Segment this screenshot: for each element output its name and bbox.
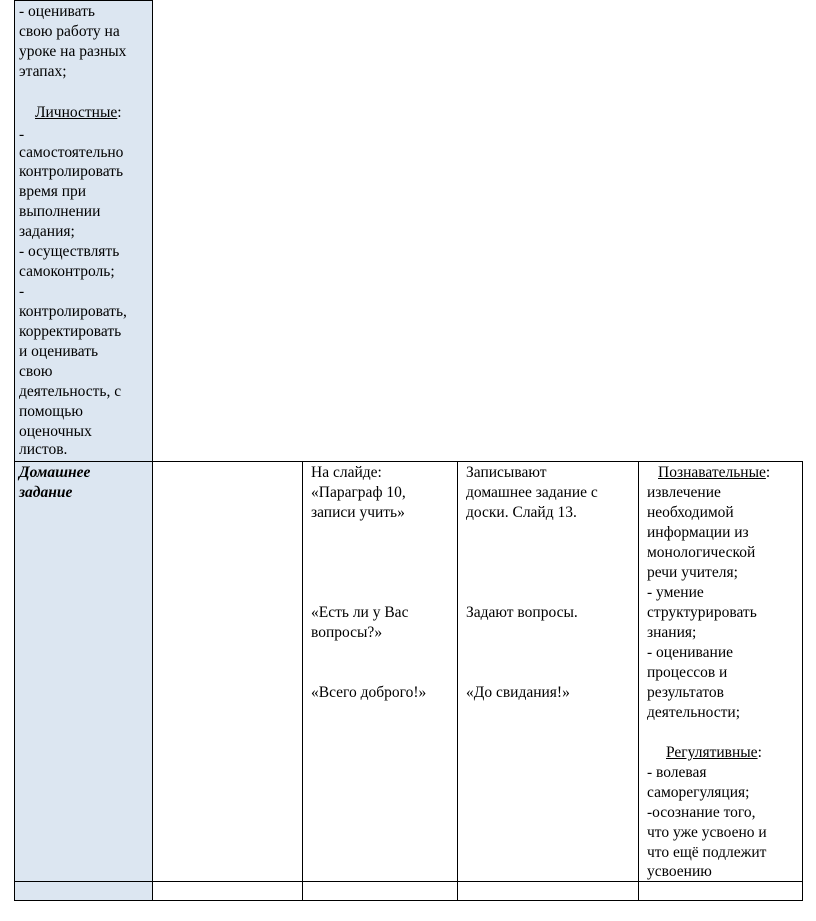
student-text-line: домашнее задание с	[466, 484, 598, 501]
col4-right-border	[638, 461, 639, 901]
cognitive-text-line: речи учителя;	[647, 564, 738, 581]
cognitive-text-line: знания;	[647, 624, 697, 641]
row1-text-line: -	[19, 283, 25, 300]
cognitive-text-line: информации из	[647, 524, 749, 541]
row3-stage-cell	[14, 881, 152, 900]
cognitive-text-line: процессов и	[647, 664, 728, 681]
cognitive-text-line: извлечение	[647, 484, 721, 501]
table-left-border	[14, 0, 15, 901]
cognitive-text-line: структурировать	[647, 604, 757, 621]
row2-stage-cell	[14, 461, 152, 881]
row1-text-line: задания;	[19, 223, 75, 240]
teacher-text-line: вопросы?»	[311, 624, 383, 641]
regulatory-heading-label: Регулятивные	[666, 744, 758, 761]
personal-heading-label: Личностные	[35, 104, 118, 121]
teacher-text-line: «Всего доброго!»	[311, 684, 427, 701]
row1-bottom-border	[14, 461, 803, 462]
cognitive-heading-label: Познавательные	[658, 464, 766, 481]
personal-heading-colon: :	[117, 104, 122, 121]
row1-text-line: листов.	[19, 441, 68, 458]
cognitive-text-line: результатов	[647, 684, 724, 701]
cognitive-text-line: деятельности;	[647, 704, 741, 721]
teacher-text-line: «Параграф 10,	[311, 484, 406, 501]
row1-text-line: деятельность, с	[19, 383, 122, 400]
row1-text-line: -	[19, 126, 25, 143]
regulatory-text-line: саморегуляция;	[647, 784, 750, 801]
row1-text-line: контролировать,	[19, 303, 127, 320]
student-text-line: Задают вопросы.	[466, 604, 578, 621]
stage-name-line: задание	[19, 484, 73, 501]
row1-text-line: свою	[19, 363, 53, 380]
regulatory-text-line: - волевая	[647, 764, 707, 781]
row1-text-line: и оценивать	[19, 343, 99, 360]
regulatory-text-line: усвоению	[647, 863, 712, 880]
row1-text-line: время при	[19, 183, 87, 200]
row3-bottom-border	[14, 900, 803, 901]
teacher-text-line: «Есть ли у Вас	[311, 604, 409, 621]
regulatory-text-line: что ещё подлежит	[647, 844, 767, 861]
col2-right-border	[302, 461, 303, 901]
regulatory-heading	[666, 743, 762, 763]
student-text-line: «До свидания!»	[466, 684, 570, 701]
row1-text-line: помощью	[19, 403, 83, 420]
regulatory-heading-colon: :	[757, 744, 762, 761]
cognitive-heading	[658, 463, 770, 483]
row1-text-line: уроке на разных	[19, 43, 127, 60]
student-text-line: доски. Слайд 13.	[466, 504, 577, 521]
col1-right-border	[152, 0, 153, 901]
stage-name-line: Домашнее	[19, 464, 91, 481]
regulatory-text-line: -осознание того,	[647, 804, 756, 821]
teacher-text-line: записи учить»	[311, 504, 405, 521]
teacher-text-line: На слайде:	[311, 464, 382, 481]
row1-text-line: свою работу на	[19, 23, 120, 40]
row1-text-line: выполнении	[19, 203, 101, 220]
cognitive-text-line: - умение	[647, 584, 704, 601]
row1-text-line: самоконтроль;	[19, 263, 115, 280]
student-text-line: Записывают	[466, 464, 547, 481]
row1-text-line: - осуществлять	[19, 243, 120, 260]
cognitive-text-line: монологической	[647, 544, 756, 561]
row1-text-line: контролировать	[19, 163, 124, 180]
personal-heading	[35, 103, 122, 123]
cognitive-text-line: - оценивание	[647, 644, 734, 661]
row1-text-line: оценочных	[19, 423, 92, 440]
row1-text-line: - оценивать	[19, 3, 95, 20]
regulatory-text-line: что уже усвоено и	[647, 824, 767, 841]
row1-text-line: этапах;	[19, 63, 67, 80]
col3-right-border	[457, 461, 458, 901]
cognitive-heading-colon: :	[765, 464, 771, 481]
cognitive-text-line: необходимой	[647, 504, 734, 521]
table-right-border	[802, 461, 803, 901]
table-border-top	[14, 0, 152, 1]
row1-text-line: самостоятельно	[19, 144, 124, 161]
row1-text-line: корректировать	[19, 323, 122, 340]
